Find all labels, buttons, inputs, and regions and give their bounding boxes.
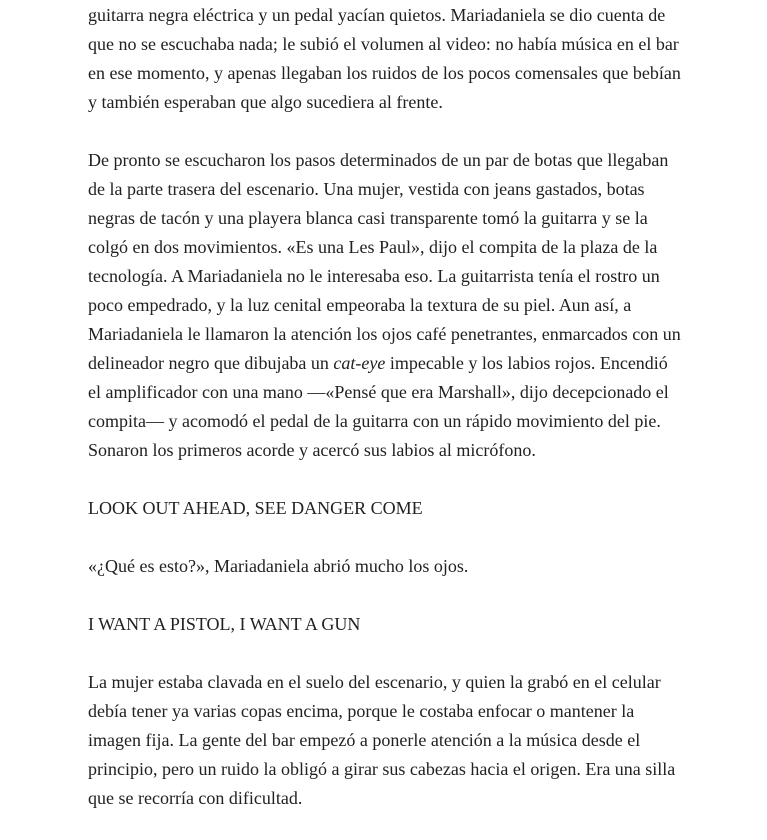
paragraph-2-segment-2: cat-eye: [333, 353, 386, 373]
paragraph-3: [88, 552, 683, 581]
paragraph-4: [88, 668, 683, 813]
paragraph-1-segment-1: guitarra negra eléctrica y un pedal yacían quietos. Mariadaniela se dio cuenta de que no se escuchaba nada; le subió el volumen al video: no había música en el bar en ese momento, y apenas llegaban los ruidos de los pocos comensales que bebían y también esperaban que algo sucediera al frente.: [88, 5, 681, 112]
paragraph-2-segment-3: impecable y los labios rojos. Encendió el amplificador con una mano —«Pensé que era Marshall», dijo decepcionado el compita— y acomodó el pedal de la guitarra con un rápido movimiento del pie. Sonaron los primeros acorde y acercó sus labios al micrófono.: [88, 353, 669, 460]
paragraph-2-segment-1: De pronto se escucharon los pasos determinados de un par de botas que llegaban de la parte trasera del escenario. Una mujer, vestida con jeans gastados, botas negras de tacón y una playera blanca casi transparente tomó la guitarra y se la colgó en dos movimientos. «Es una Les Paul», dijo el compita de la plaza de la tecnología. A Mariadaniela no le interesaba eso. La guitarrista tenía el rostro un poco empedrado, y la luz cenital empeoraba la textura de su piel. Aun así, a Mariadaniela le llamaron la atención los ojos café penetrantes, enmarcados con un delineador negro que dibujaba un: [88, 150, 681, 373]
paragraph-2: [88, 146, 683, 465]
lyric-line-2: [88, 610, 683, 639]
paragraph-1: [88, 1, 683, 117]
paragraph-4-segment-1: La mujer estaba clavada en el suelo del escenario, y quien la grabó en el celular debía tener ya varias copas encima, porque le costaba enfocar o mantener la imagen fija. La gente del bar empezó a ponerle atención a la música desde el principio, pero un ruido la obligó a girar sus cabezas hacia el origen. Era una silla que se recorría con dificultad.: [88, 672, 676, 808]
paragraph-3-segment-1: «¿Qué es esto?», Mariadaniela abrió mucho los ojos.: [88, 556, 469, 576]
lyric-line-1-segment-1: LOOK OUT AHEAD, SEE DANGER COME: [88, 498, 423, 518]
lyric-line-1: [88, 494, 683, 523]
lyric-line-2-segment-1: I WANT A PISTOL, I WANT A GUN: [88, 614, 361, 634]
